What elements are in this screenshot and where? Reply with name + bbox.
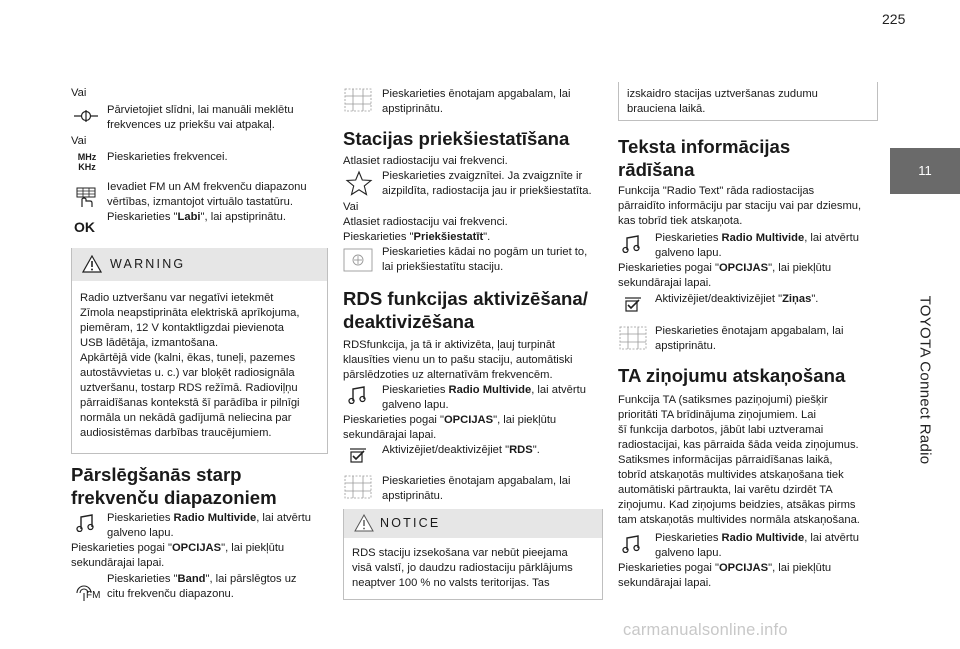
warning-line: autostāvvietas u. c.) var bloķēt radiosignāla — [80, 367, 295, 379]
radio-multimedia-text-2: galveno lapu. — [107, 527, 174, 539]
notice-continuation-box — [618, 82, 878, 121]
options-text-2: sekundārajai lapai. — [71, 557, 165, 569]
ta-line: prioritāti TA brīdinājuma ziņojumiem. Lai — [618, 409, 816, 421]
checkbox-icon — [623, 295, 645, 313]
star-icon — [345, 170, 373, 196]
notice-label: NOTICE — [380, 516, 441, 530]
keyboard-hand-icon — [73, 186, 99, 208]
any-button-text-2: lai priekšiestatītu staciju. — [382, 261, 504, 273]
options-text: Pieskarieties pogai "OPCIJAS", lai piekļūtu — [343, 414, 557, 426]
preset-button-icon — [343, 248, 373, 272]
warning-line: Radio uztveršanu var negatīvi ietekmēt — [80, 292, 274, 304]
warning-line: Zīmola neapstiprināta elektriskā aprīkojuma, — [80, 307, 300, 319]
ta-line: šī funkcija darbotos, jābūt labi uztveramai — [618, 424, 824, 436]
ta-line: Funkcija TA (satiksmes paziņojumi) piešķir — [618, 394, 828, 406]
section-heading: rādīšana — [618, 159, 695, 180]
warning-icon — [82, 255, 102, 273]
ta-line: automātiski pārtraukta, lai varētu dzirdēt TA — [618, 484, 833, 496]
page-number: 225 — [882, 11, 906, 27]
options-text-2: sekundārajai lapai. — [618, 277, 712, 289]
or-text: Vai — [71, 87, 87, 99]
options-text: Pieskarieties pogai "OPCIJAS", lai piekļūtu — [618, 262, 832, 274]
radio-multimedia-text: Pieskarieties Radio Multivide, lai atvērtu — [655, 232, 859, 244]
section-heading: Stacijas priekšiestatīšana — [343, 128, 570, 149]
radiotext-line: Funkcija "Radio Text" rāda radiostacijas — [618, 185, 815, 197]
confirm-text-2: apstiprinātu. — [655, 340, 716, 352]
music-note-icon — [348, 386, 368, 404]
ta-line: tobrīd atskaņotās multivides atskaņošana tiek — [618, 469, 844, 481]
radio-multimedia-text: Pieskarieties Radio Multivide, lai atvērtu — [655, 532, 859, 544]
confirm-text-1: Pieskarieties ēnotajam apgabalam, lai — [655, 325, 844, 337]
options-text: Pieskarieties pogai "OPCIJAS", lai piekļūtu — [618, 562, 832, 574]
shaded-area-icon — [343, 87, 373, 113]
select-text: Atlasiet radiostaciju vai frekvenci. — [343, 216, 508, 228]
radio-multimedia-text-2: galveno lapu. — [655, 247, 722, 259]
section-heading: deaktivizēšana — [343, 311, 475, 332]
frequency-text: Pieskarieties frekvencei. — [107, 151, 228, 163]
band-text: Pieskarieties "Band", lai pārslēgtos uz — [107, 573, 297, 585]
warning-line: USB lādētāja, izmantošana. — [80, 337, 219, 349]
notice-line: RDS staciju izsekošana var nebūt pieejama — [352, 547, 568, 559]
frequency-icon — [75, 152, 99, 172]
warning-line: piemēram, 12 V kontaktligzdai pievienota — [80, 322, 284, 334]
ta-line: radiostacijai, kas pārraida šāda veida ziņojumus. — [618, 439, 859, 451]
fm-icon-label: FM — [86, 590, 101, 601]
confirm-text-2: apstiprinātu. — [382, 490, 443, 502]
ta-line: ziņojumu. Kad ziņojums beidzies, atsākas pirms — [618, 499, 856, 511]
slider-text-2: frekvences uz priekšu vai atpakaļ. — [107, 119, 275, 131]
rds-line: RDSfunkcija, ja tā ir aktivizēta, ļauj turpināt — [343, 339, 556, 351]
music-note-icon — [76, 514, 96, 532]
slider-icon — [73, 108, 99, 124]
section-heading: TA ziņojumu atskaņošana — [618, 365, 846, 386]
warning-line: normāla un nekādā gadījumā neliecina par — [80, 412, 292, 424]
radio-multimedia-text-2: galveno lapu. — [655, 547, 722, 559]
chapter-title: TOYOTA Connect Radio — [916, 295, 934, 465]
band-text-2: citu frekvenču diapazonu. — [107, 588, 234, 600]
ta-line: tam atskaņotās multivides normāla atskaņošana. — [618, 514, 860, 526]
options-text-2: sekundārajai lapai. — [618, 577, 712, 589]
notice-box — [343, 509, 603, 600]
frequency-icon-top: MHz — [77, 152, 97, 162]
enter-text-1: Ievadiet FM un AM frekvenču diapazonu — [107, 181, 307, 193]
section-heading: frekvenču diapazoniem — [71, 487, 277, 508]
warning-line: audiosistēmas darbības traucējumiem. — [80, 427, 272, 439]
warning-line: pārraidīšanas kontekstā šī parādība ir pilnīgi — [80, 397, 300, 409]
enter-text-2: vērtības, izmantojot virtuālo tastatūru. — [107, 196, 293, 208]
shaded-area-icon — [618, 325, 648, 351]
section-heading: RDS funkcijas aktivizēšana/ — [343, 288, 588, 309]
section-heading: Pārslēgšanās starp — [71, 464, 242, 485]
warning-box — [71, 248, 328, 454]
watermark: carmanualsonline.info — [623, 621, 788, 639]
frequency-icon-bottom: KHz — [78, 162, 96, 172]
checkbox-icon — [348, 446, 370, 464]
notice-line: neaptver 100 % no valsts teritorijas. Tas — [352, 577, 550, 589]
options-text: Pieskarieties pogai "OPCIJAS", lai piekļūtu — [71, 542, 285, 554]
box-line: izskaidro stacijas uztveršanas zudumu — [627, 88, 818, 100]
chapter-tab: 11 — [890, 148, 960, 194]
preset-text: Pieskarieties "Priekšiestatīt". — [343, 231, 491, 243]
star-text-2: aizpildīta, radiostacija jau ir priekšiestatīta. — [382, 185, 592, 197]
radio-multimedia-text: Pieskarieties Radio Multivide, lai atvērtu — [382, 384, 586, 396]
activate-rds-text: Aktivizējiet/deaktivizējiet "RDS". — [382, 444, 540, 456]
activate-news-text: Aktivizējiet/deaktivizējiet "Ziņas". — [655, 293, 819, 305]
confirm-text-2: apstiprinātu. — [382, 103, 443, 115]
options-text-2: sekundārajai lapai. — [343, 429, 437, 441]
select-text: Atlasiet radiostaciju vai frekvenci. — [343, 155, 508, 167]
or-text: Vai — [343, 201, 359, 213]
radio-multimedia-text: Pieskarieties Radio Multivide, lai atvērtu — [107, 512, 311, 524]
warning-label: WARNING — [110, 257, 186, 271]
fm-band-icon — [74, 581, 100, 603]
any-button-text-1: Pieskarieties kādai no pogām un turiet to, — [382, 246, 588, 258]
radiotext-line: kas tobrīd tiek atskaņota. — [618, 215, 743, 227]
radio-multimedia-text-2: galveno lapu. — [382, 399, 449, 411]
music-note-icon — [622, 235, 642, 253]
or-text: Vai — [71, 135, 87, 147]
ok-icon: OK — [74, 219, 95, 235]
enter-text-3: Pieskarieties "Labi", lai apstiprinātu. — [107, 211, 286, 223]
section-heading: Teksta informācijas — [618, 136, 791, 157]
warning-line: Apkārtējā vide (kalni, ēkas, tuneļi, pazemes — [80, 352, 296, 364]
rds-line: klausīties vienu un to pašu staciju, automātiski — [343, 354, 573, 366]
notice-line: visā valstī, jo daudzu radiostaciju pārklājums — [352, 562, 573, 574]
warning-line: uztveršanu, tostarp RDS režīmā. Radioviļņu — [80, 382, 298, 394]
rds-line: pārslēdzoties uz alternatīvām frekvencēm. — [343, 369, 553, 381]
notice-icon — [354, 514, 374, 532]
box-line: brauciena laikā. — [627, 103, 706, 115]
warning-header — [72, 248, 327, 281]
ta-line: Satiksmes informācijas pārraidīšanas laikā, — [618, 454, 833, 466]
confirm-text-1: Pieskarieties ēnotajam apgabalam, lai — [382, 88, 571, 100]
music-note-icon — [622, 535, 642, 553]
notice-header — [344, 509, 602, 538]
star-text-1: Pieskarieties zvaigznītei. Ja zvaigznīte ir — [382, 170, 583, 182]
slider-text-1: Pārvietojiet slīdni, lai manuāli meklētu — [107, 104, 294, 116]
radiotext-line: pārraidīto informāciju par staciju vai par dziesmu, — [618, 200, 862, 212]
shaded-area-icon — [343, 474, 373, 500]
confirm-text-1: Pieskarieties ēnotajam apgabalam, lai — [382, 475, 571, 487]
